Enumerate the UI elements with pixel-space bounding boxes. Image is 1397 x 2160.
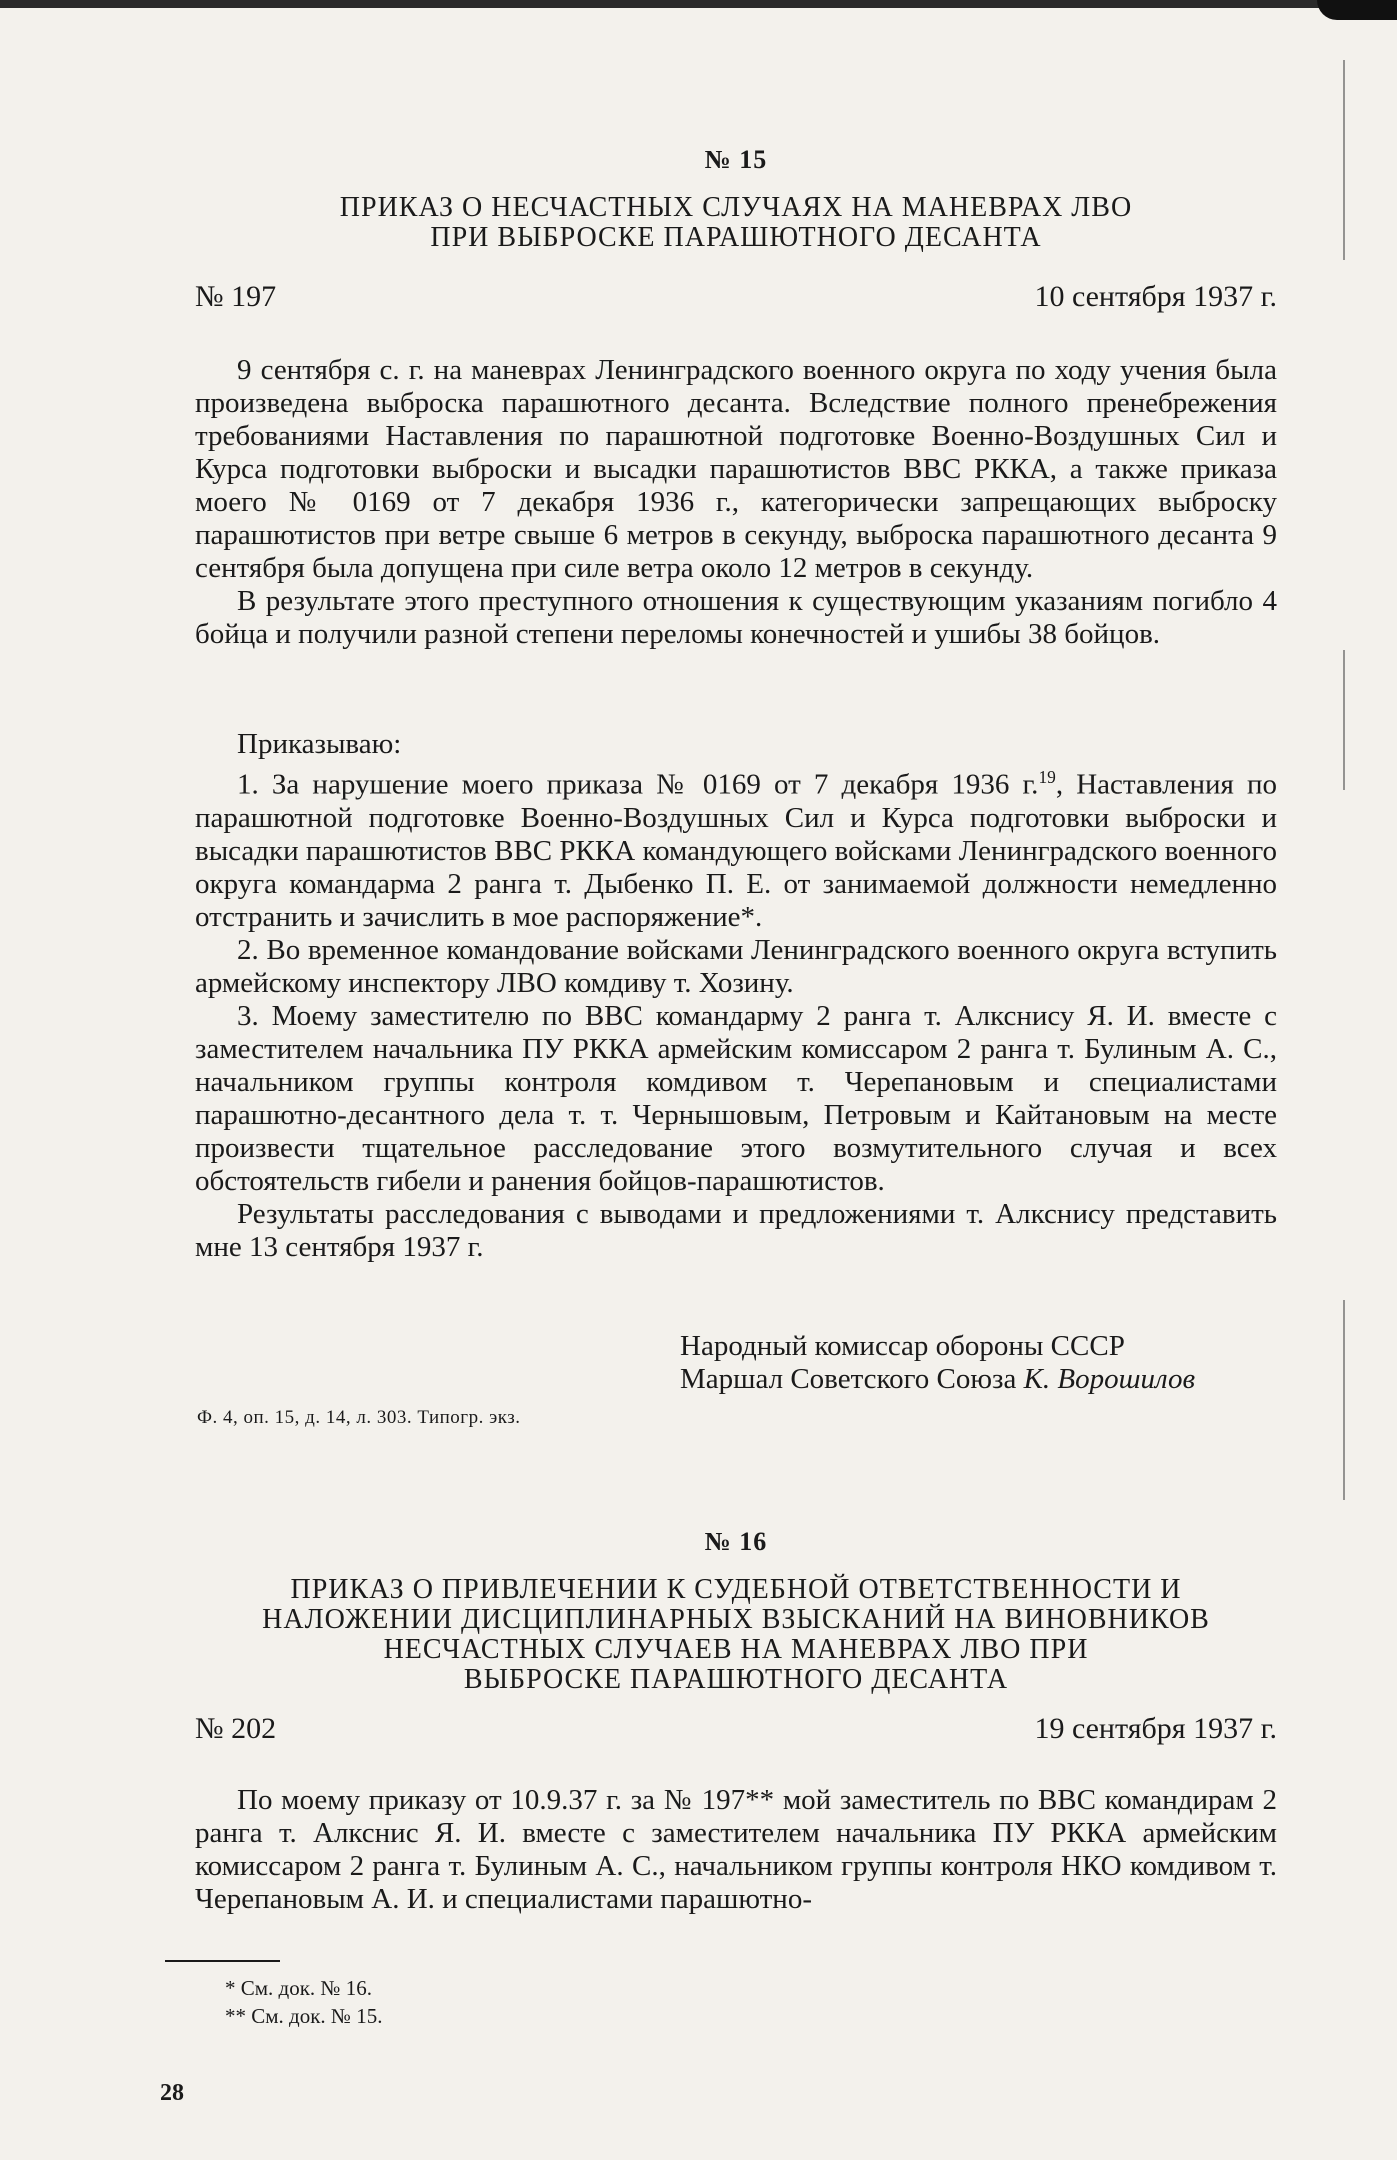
page-number: 28 (160, 2080, 184, 2106)
doc16-paragraph: По моему приказу от 10.9.37 г. за № 197** мой заместитель по ВВС командирам 2 ранга т. Алкснис Я. И. вместе с заместителем начальника ПУ РККА армейским комиссаром 2 ранга т. Булиным А. С., начальником группы контроля НКО комдивом т. Черепановым А. И. и специалистами парашютно- (195, 1784, 1277, 1915)
footnotes (225, 1974, 382, 2030)
doc16-header (195, 1527, 1277, 1695)
doc16-title-line: ПРИКАЗ О ПРИВЛЕЧЕНИИ К СУДЕБНОЙ ОТВЕТСТВЕННОСТИ И (290, 1574, 1182, 1605)
signature-line (680, 1363, 1195, 1396)
doc16-title-line: НЕСЧАСТНЫХ СЛУЧАЕВ НА МАНЕВРАХ ЛВО ПРИ (383, 1634, 1089, 1665)
scan-edge-line (1343, 650, 1345, 790)
doc15-order-item-3: 3. Моему заместителю по ВВС командарму 2 ранга т. Алкснису Я. И. вместе с заместителем начальника ПУ РККА армейским комиссаром 2 ранга т. Булиным А. С., начальником группы контроля комдивом т. Черепановым и специалистами парашютно-десантного дела т. т. Чернышовым, Петровым и Кайтановым на месте произвести тщательное расследование этого возмутительного случая и всех обстоятельств гибели и ранения бойцов-парашютистов. (195, 999, 1277, 1197)
scan-corner-mark (1317, 0, 1397, 20)
doc15-paragraph: В результате этого преступного отношения к существующим указаниям погибло 4 бойца и получили разной степени переломы конечностей и ушибы 38 бойцов. (195, 585, 1277, 650)
doc15-orders (195, 728, 1277, 1264)
doc16-order-number: № 202 (195, 1712, 277, 1745)
scan-edge-line (1343, 1300, 1345, 1500)
doc15-title-line: ПРИКАЗ О НЕСЧАСТНЫХ СЛУЧАЯХ НА МАНЕВРАХ ЛВО (339, 192, 1133, 223)
signature-rank: Маршал Советского Союза (680, 1363, 1024, 1395)
footnote: * См. док. № 16. (225, 1976, 372, 2000)
item1-text: 1. За нарушение моего приказа № 0169 от 7 декабря 1936 г. (237, 768, 1039, 801)
doc15-title-line: ПРИ ВЫБРОСКЕ ПАРАШЮТНОГО ДЕСАНТА (430, 222, 1042, 253)
doc15-meta (195, 280, 1277, 314)
scan-edge-line (1343, 60, 1345, 260)
doc16-date: 19 сентября 1937 г. (1034, 1712, 1277, 1745)
footnote: ** См. док. № 15. (225, 2004, 383, 2028)
doc16-title (195, 1575, 1277, 1695)
scan-top-edge (0, 0, 1397, 8)
doc15-order-word: Приказываю: (237, 728, 402, 760)
doc15-paragraph: Результаты расследования с выводами и предложениями т. Алкснису представить мне 13 сентября 1937 г. (195, 1197, 1277, 1263)
doc15-order-item-1 (195, 761, 1277, 934)
doc15-archive-ref: Ф. 4, оп. 15, д. 14, л. 303. Типогр. экз. (197, 1407, 521, 1428)
doc15-date: 10 сентября 1937 г. (1034, 280, 1277, 313)
footnote-rule (165, 1960, 280, 1962)
doc15-body (195, 354, 1277, 651)
doc15-order-number: № 197 (195, 280, 277, 313)
doc15-signature (680, 1330, 1195, 1396)
doc15-number: № 15 (704, 145, 768, 174)
doc16-title-line: ВЫБРОСКЕ ПАРАШЮТНОГО ДЕСАНТА (463, 1664, 1009, 1695)
doc16-title-line: НАЛОЖЕНИИ ДИСЦИПЛИНАРНЫХ ВЗЫСКАНИЙ НА ВИНОВНИКОВ (262, 1604, 1210, 1635)
item1-text: , Наставления по парашютной подготовке Военно-Воздушных Сил и Курса подготовки выброски и высадки парашютистов ВВС РККА командующего войсками Ленинградского военного округа командарма 2 ранга т. Дыбенко П. Е. от занимаемой должности немедленно отстранить и зачислить в мое распоряжение*. (195, 768, 1277, 933)
doc16-meta (195, 1712, 1277, 1746)
doc16-number: № 16 (704, 1527, 768, 1556)
doc15-paragraph: 9 сентября с. г. на маневрах Ленинградского военного округа по ходу учения была произведена выброска парашютного десанта. Вследствие полного пренебрежения требованиями Наставления по парашютной подготовке Военно-Воздушных Сил и Курса подготовки выброски и высадки парашютистов ВВС РККА, а также приказа моего № 0169 от 7 декабря 1936 г., категорически запрещающих выброску парашютистов при ветре свыше 6 метров в секунду, выброска парашютного десанта 9 сентября была допущена при силе ветра около 12 метров в секунду. (195, 354, 1277, 584)
doc15-order-item-2: 2. Во временное командование войсками Ленинградского военного округа вступить армейскому инспектору ЛВО комдиву т. Хозину. (195, 933, 1277, 999)
signature-name: К. Ворошилов (1023, 1363, 1196, 1395)
doc15-header (195, 145, 1277, 253)
doc15-title (195, 193, 1277, 253)
footnote-ref: 19 (1038, 767, 1056, 787)
signature-title: Народный комиссар обороны СССР (680, 1330, 1125, 1362)
doc16-body (195, 1784, 1277, 1916)
